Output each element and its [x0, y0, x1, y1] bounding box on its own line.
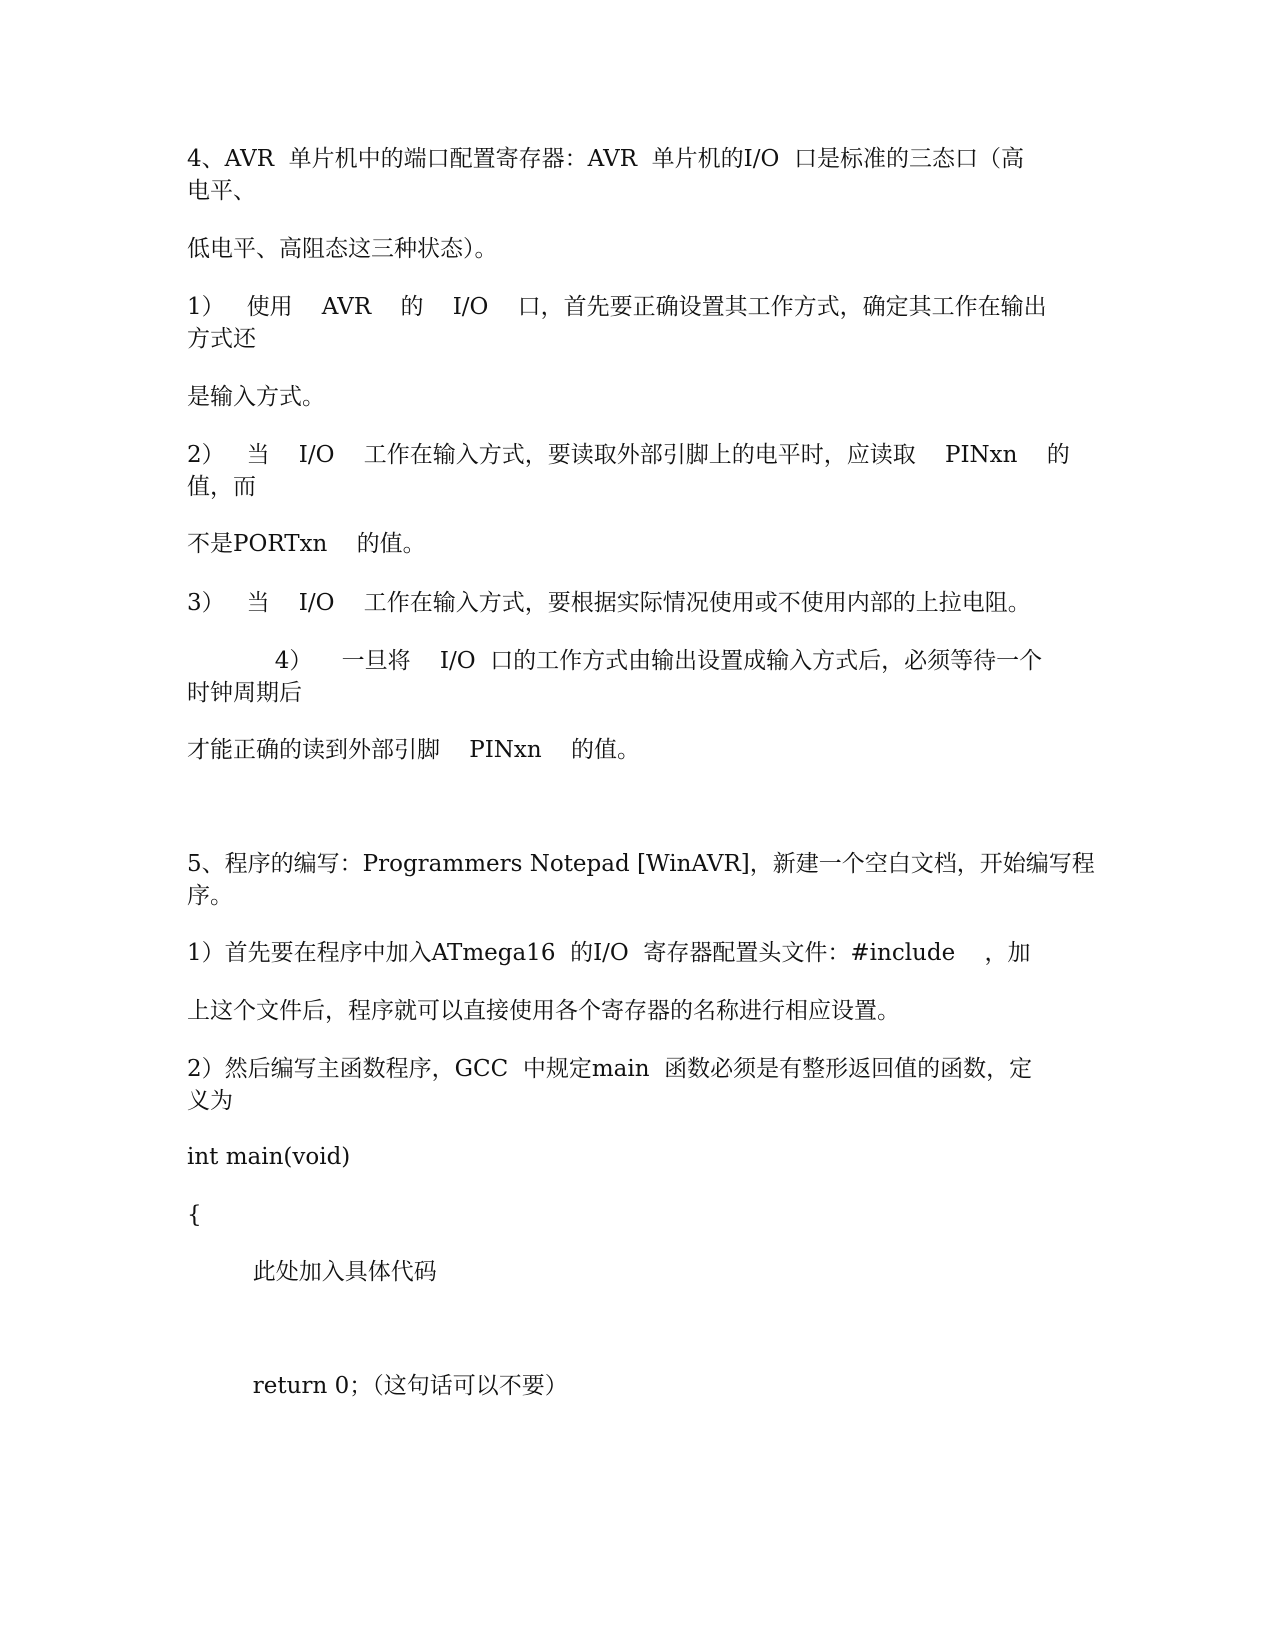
- text-line-17: 上这个文件后，程序就可以直接使用各个寄存器的名称进行相应设置。: [187, 998, 900, 1024]
- text-line-13: 才能正确的读到外部引脚 PINxn 的值。: [187, 737, 640, 763]
- text-line-6: 是输入方式。: [187, 384, 325, 410]
- text-line-10: 3） 当 I/O 工作在输入方式，要根据实际情况使用或不使用内部的上拉电阻。: [187, 590, 1031, 616]
- text-line-15: 序。: [187, 883, 233, 909]
- text-line-12: 时钟周期后: [187, 680, 302, 706]
- text-line-16: 1）首先要在程序中加入ATmega16 的I/O 寄存器配置头文件：#include ，加: [187, 940, 1031, 966]
- text-line-7: 2） 当 I/O 工作在输入方式，要读取外部引脚上的电平时，应读取 PINxn 的: [187, 442, 1070, 468]
- text-line-4: 1） 使用 AVR 的 I/O 口，首先要正确设置其工作方式，确定其工作在输出: [187, 294, 1047, 320]
- text-line-14: 5、程序的编写：Programmers Notepad [WinAVR]，新建一个空白文档，开始编写程: [187, 851, 1095, 877]
- text-line-9: 不是PORTxn 的值。: [187, 531, 426, 557]
- code-line-3: 此处加入具体代码: [187, 1259, 437, 1285]
- text-line-8: 值，而: [187, 474, 256, 500]
- text-line-18: 2）然后编写主函数程序，GCC 中规定main 函数必须是有整形返回值的函数，定: [187, 1056, 1033, 1082]
- code-line-4: return 0；（这句话可以不要）: [187, 1373, 568, 1399]
- text-line-2: 电平、: [187, 178, 256, 204]
- text-line-3: 低电平、高阻态这三种状态）。: [187, 236, 498, 262]
- code-line-1: int main(void): [187, 1144, 351, 1170]
- text-line-11: 4） 一旦将 I/O 口的工作方式由输出设置成输入方式后，必须等待一个: [187, 648, 1043, 674]
- text-line-5: 方式还: [187, 326, 256, 352]
- code-line-2: {: [187, 1202, 202, 1228]
- text-line-19: 义为: [187, 1088, 233, 1114]
- text-line-1: 4、AVR 单片机中的端口配置寄存器：AVR 单片机的I/O 口是标准的三态口（高: [187, 146, 1024, 172]
